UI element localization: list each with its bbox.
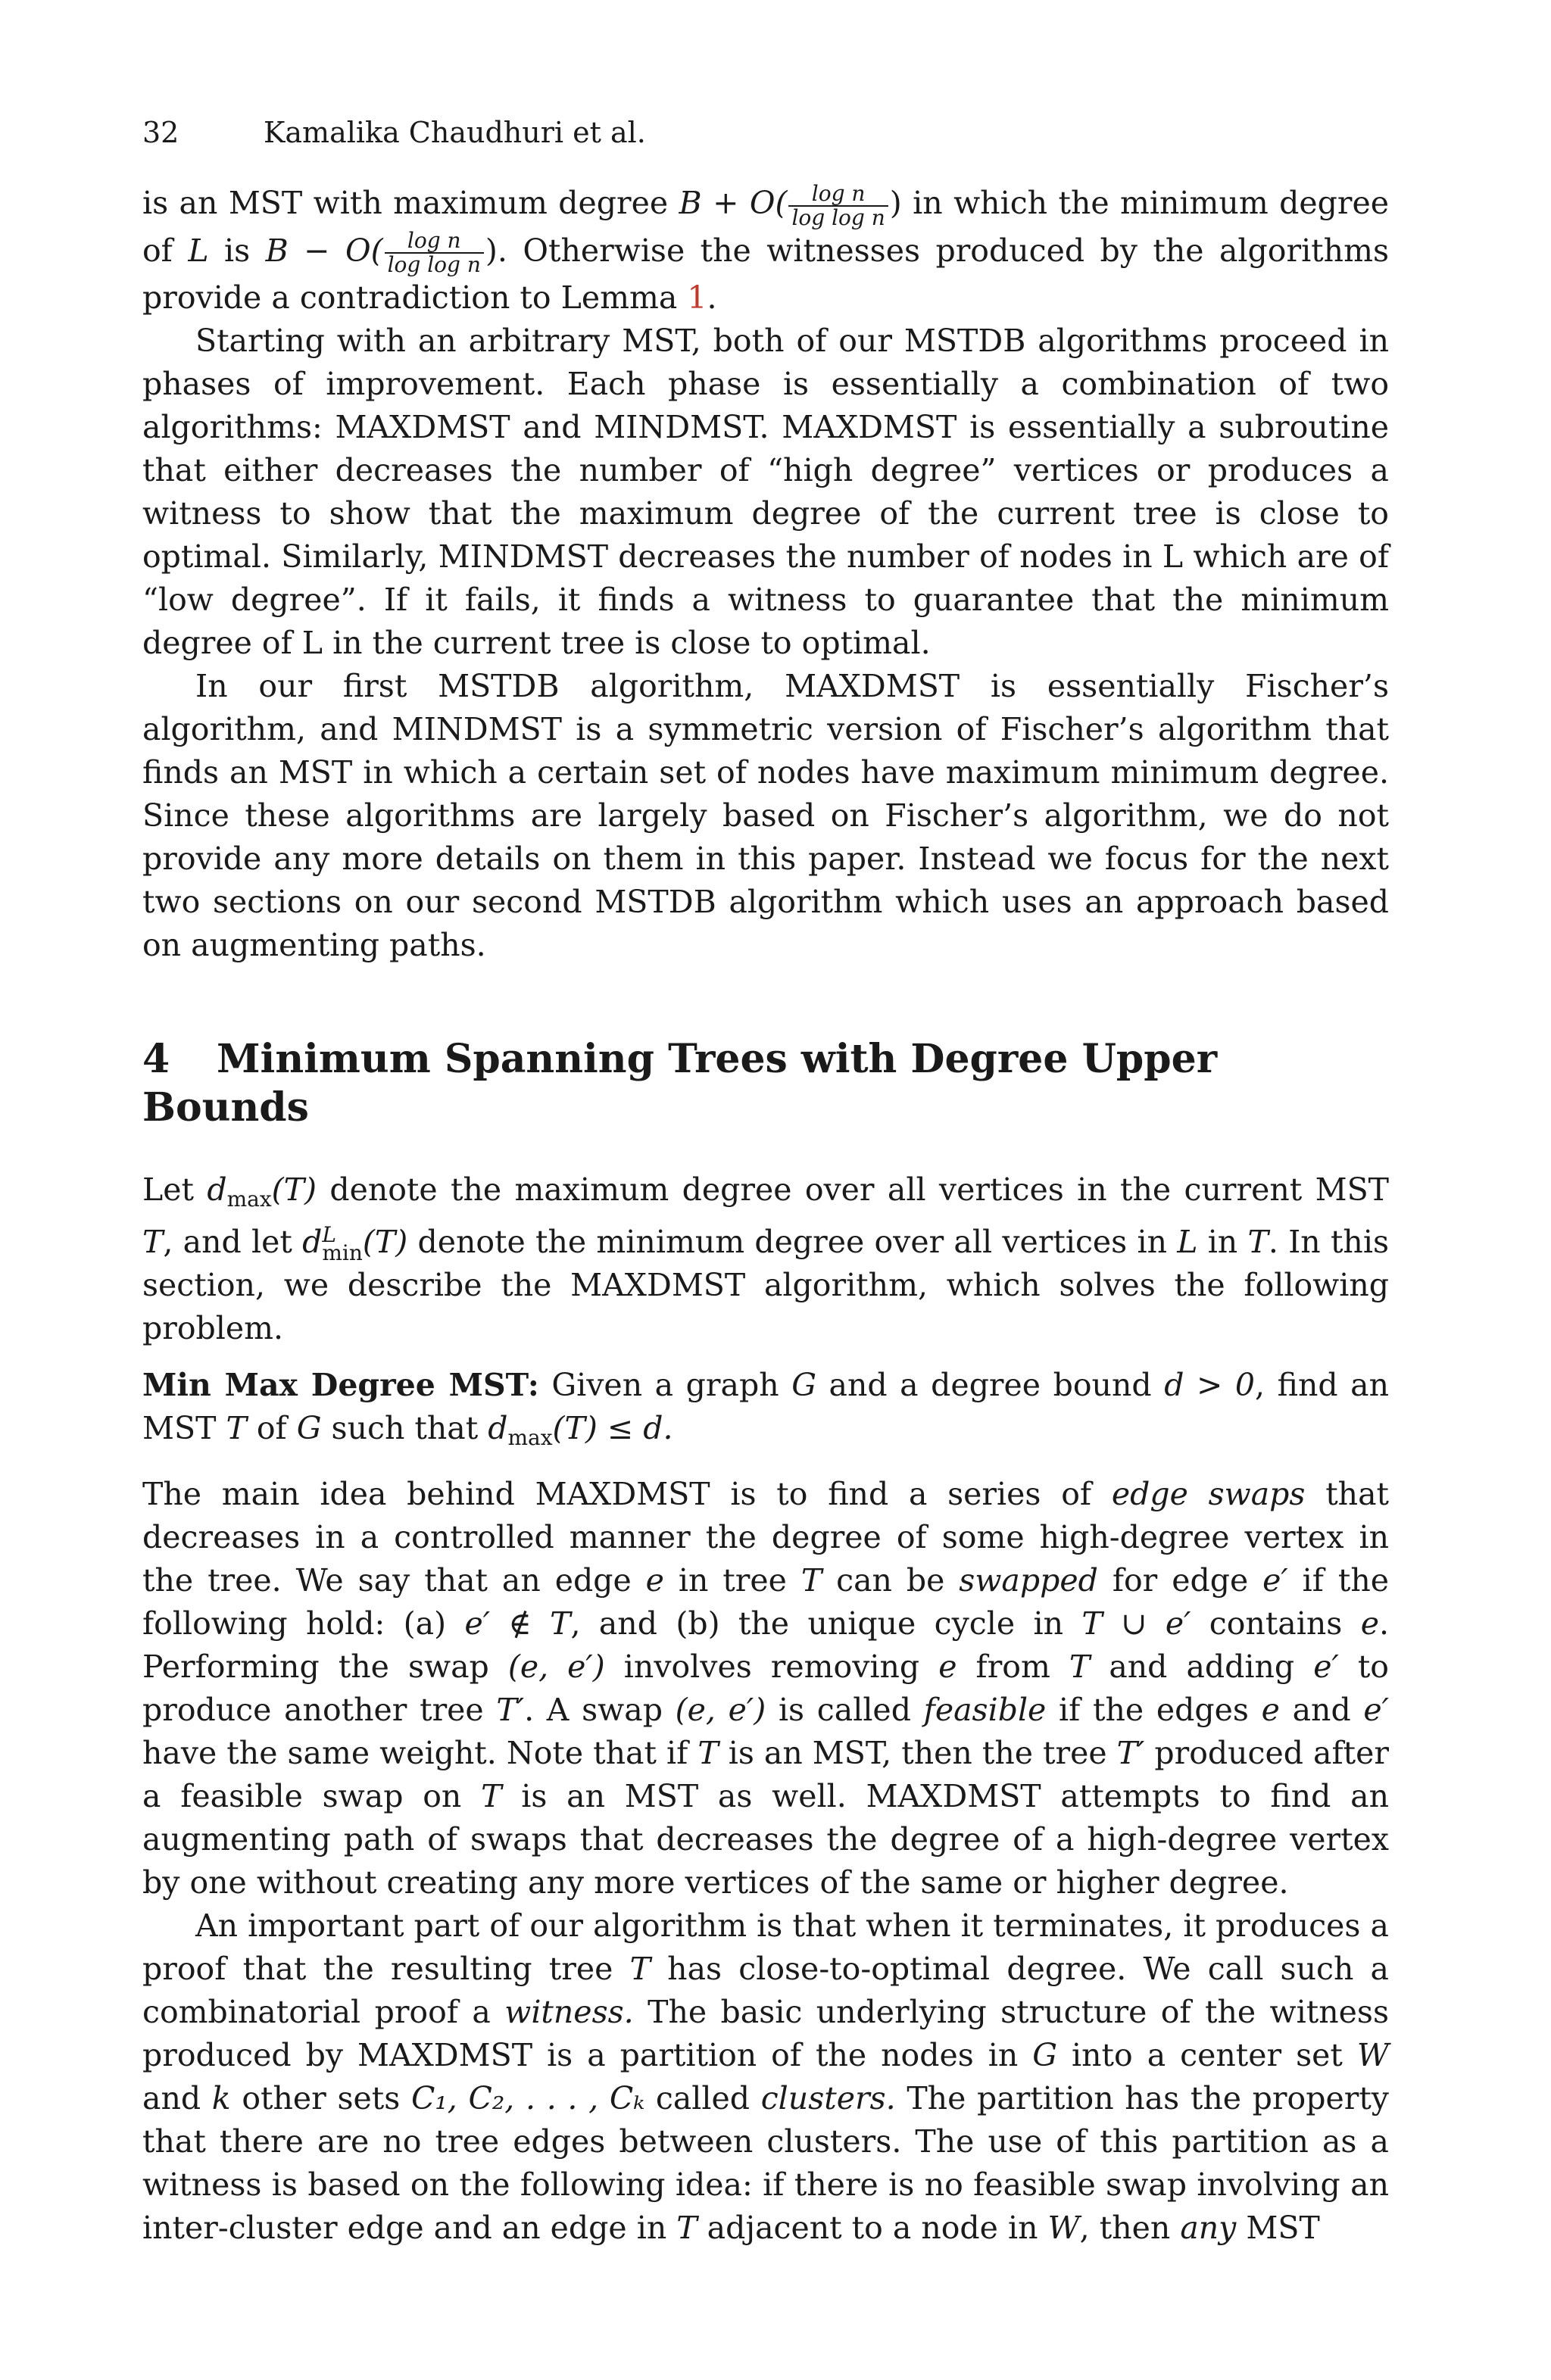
running-head-authors: Kamalika Chaudhuri et al. <box>264 116 646 149</box>
lemma-reference-link[interactable]: 1 <box>687 279 707 316</box>
paragraph-mst-bound: is an MST with maximum degree B + O( $\frac{\text{log n}}{\text{log log n}}$ ) in which the minimum degree of L is B − O( $\frac{\text{log n}}{\text{log log n}}$ ). Otherwise the witnesses produced by the algorithms provide a contradiction to Lemma 1. <box>142 180 1389 316</box>
running-head <box>142 114 1389 151</box>
fraction-log-n-2: $\frac{\text{log n}}{\text{log log n}}$ <box>385 229 484 276</box>
paragraph-dmax-definition: Let $d_{max}(T)$ denote the maximum degree over all vertices in the current MST T, and let dL min (T) denote the minimum degree over all vertices in L in T. In this section, we describe the MAXDMST algorithm, which solves the following problem. <box>142 1171 1390 1346</box>
paragraph-edge-swaps: The main idea behind MAXDMST is to find a series of edge swaps that decreases in a controlled manner the degree of some high-degree vertex in the tree. We say that an edge e in tree T can be swapped for edge e′ if the following hold: (a) e′ ∉ T, and (b) the unique cycle in T ∪ e′ contains e. Performing the swap (e, e′) involves removing e from T and adding e′ to produce another tree T′. A swap (e, e′) is called feasible if the edges e and e′ have the same weight. Note that if T is an MST, then the tree T′ produced after a feasible swap on T is an MST as well. MAXDMST attempts to find an augmenting path of swaps that decreases the degree of a high-degree vertex by one without creating any more vertices of the same or higher degree. <box>142 1476 1390 1901</box>
paragraph-witness: An important part of our algorithm is that when it terminates, it produces a proof that the resulting tree T has close-to-optimal degree. We call such a combinatorial proof a witness. The basic underlying structure of the witness produced by MAXDMST is a partition of the nodes in G into a center set W and k other sets C₁, C₂, . . . , Cₖ called clusters. The partition has the property that there are no tree edges between clusters. The use of this partition as a witness is based on the following idea: if there is no feasible swap involving an inter-cluster edge and an edge in T adjacent to a node in W, then any MST <box>142 1907 1390 2246</box>
fraction-log-n: $\frac{\text{log n}}{\text{log log n}}$ <box>788 182 888 229</box>
paper-page <box>142 114 1389 2250</box>
section-title: Minimum Spanning Trees with Degree Upper Bounds <box>142 1036 1218 1131</box>
section-heading <box>142 1035 1389 1132</box>
problem-definition: Min Max Degree MST: Given a graph G and a degree bound d > 0, find an MST T of G such that $d_{max}(T) \le d$. <box>142 1367 1390 1450</box>
page-number: 32 <box>142 116 179 149</box>
paragraph-first-algorithm: In our first MSTDB algorithm, MAXDMST is essentially Fischer’s algorithm, and MINDMST is a symmetric version of Fischer’s algorithm that finds an MST in which a certain set of nodes have maximum minimum degree. Since these algorithms are largely based on Fischer’s algorithm, we do not provide any more details on them in this paper. Instead we focus for the next two sections on our second MSTDB algorithm which uses an approach based on augmenting paths. <box>142 668 1389 963</box>
definition-label: Min Max Degree MST: <box>142 1367 539 1403</box>
paragraph-phases: Starting with an arbitrary MST, both of our MSTDB algorithms proceed in phases of improvement. Each phase is essentially a combination of two algorithms: MAXDMST and MINDMST. MAXDMST is essentially a subroutine that either decreases the number of “high degree” vertices or produces a witness to show that the maximum degree of the current tree is close to optimal. Similarly, MINDMST decreases the number of nodes in L which are of “low degree”. If it fails, it finds a witness to guarantee that the minimum degree of L in the current tree is close to optimal. <box>142 323 1389 661</box>
section-number: 4 <box>142 1036 170 1082</box>
